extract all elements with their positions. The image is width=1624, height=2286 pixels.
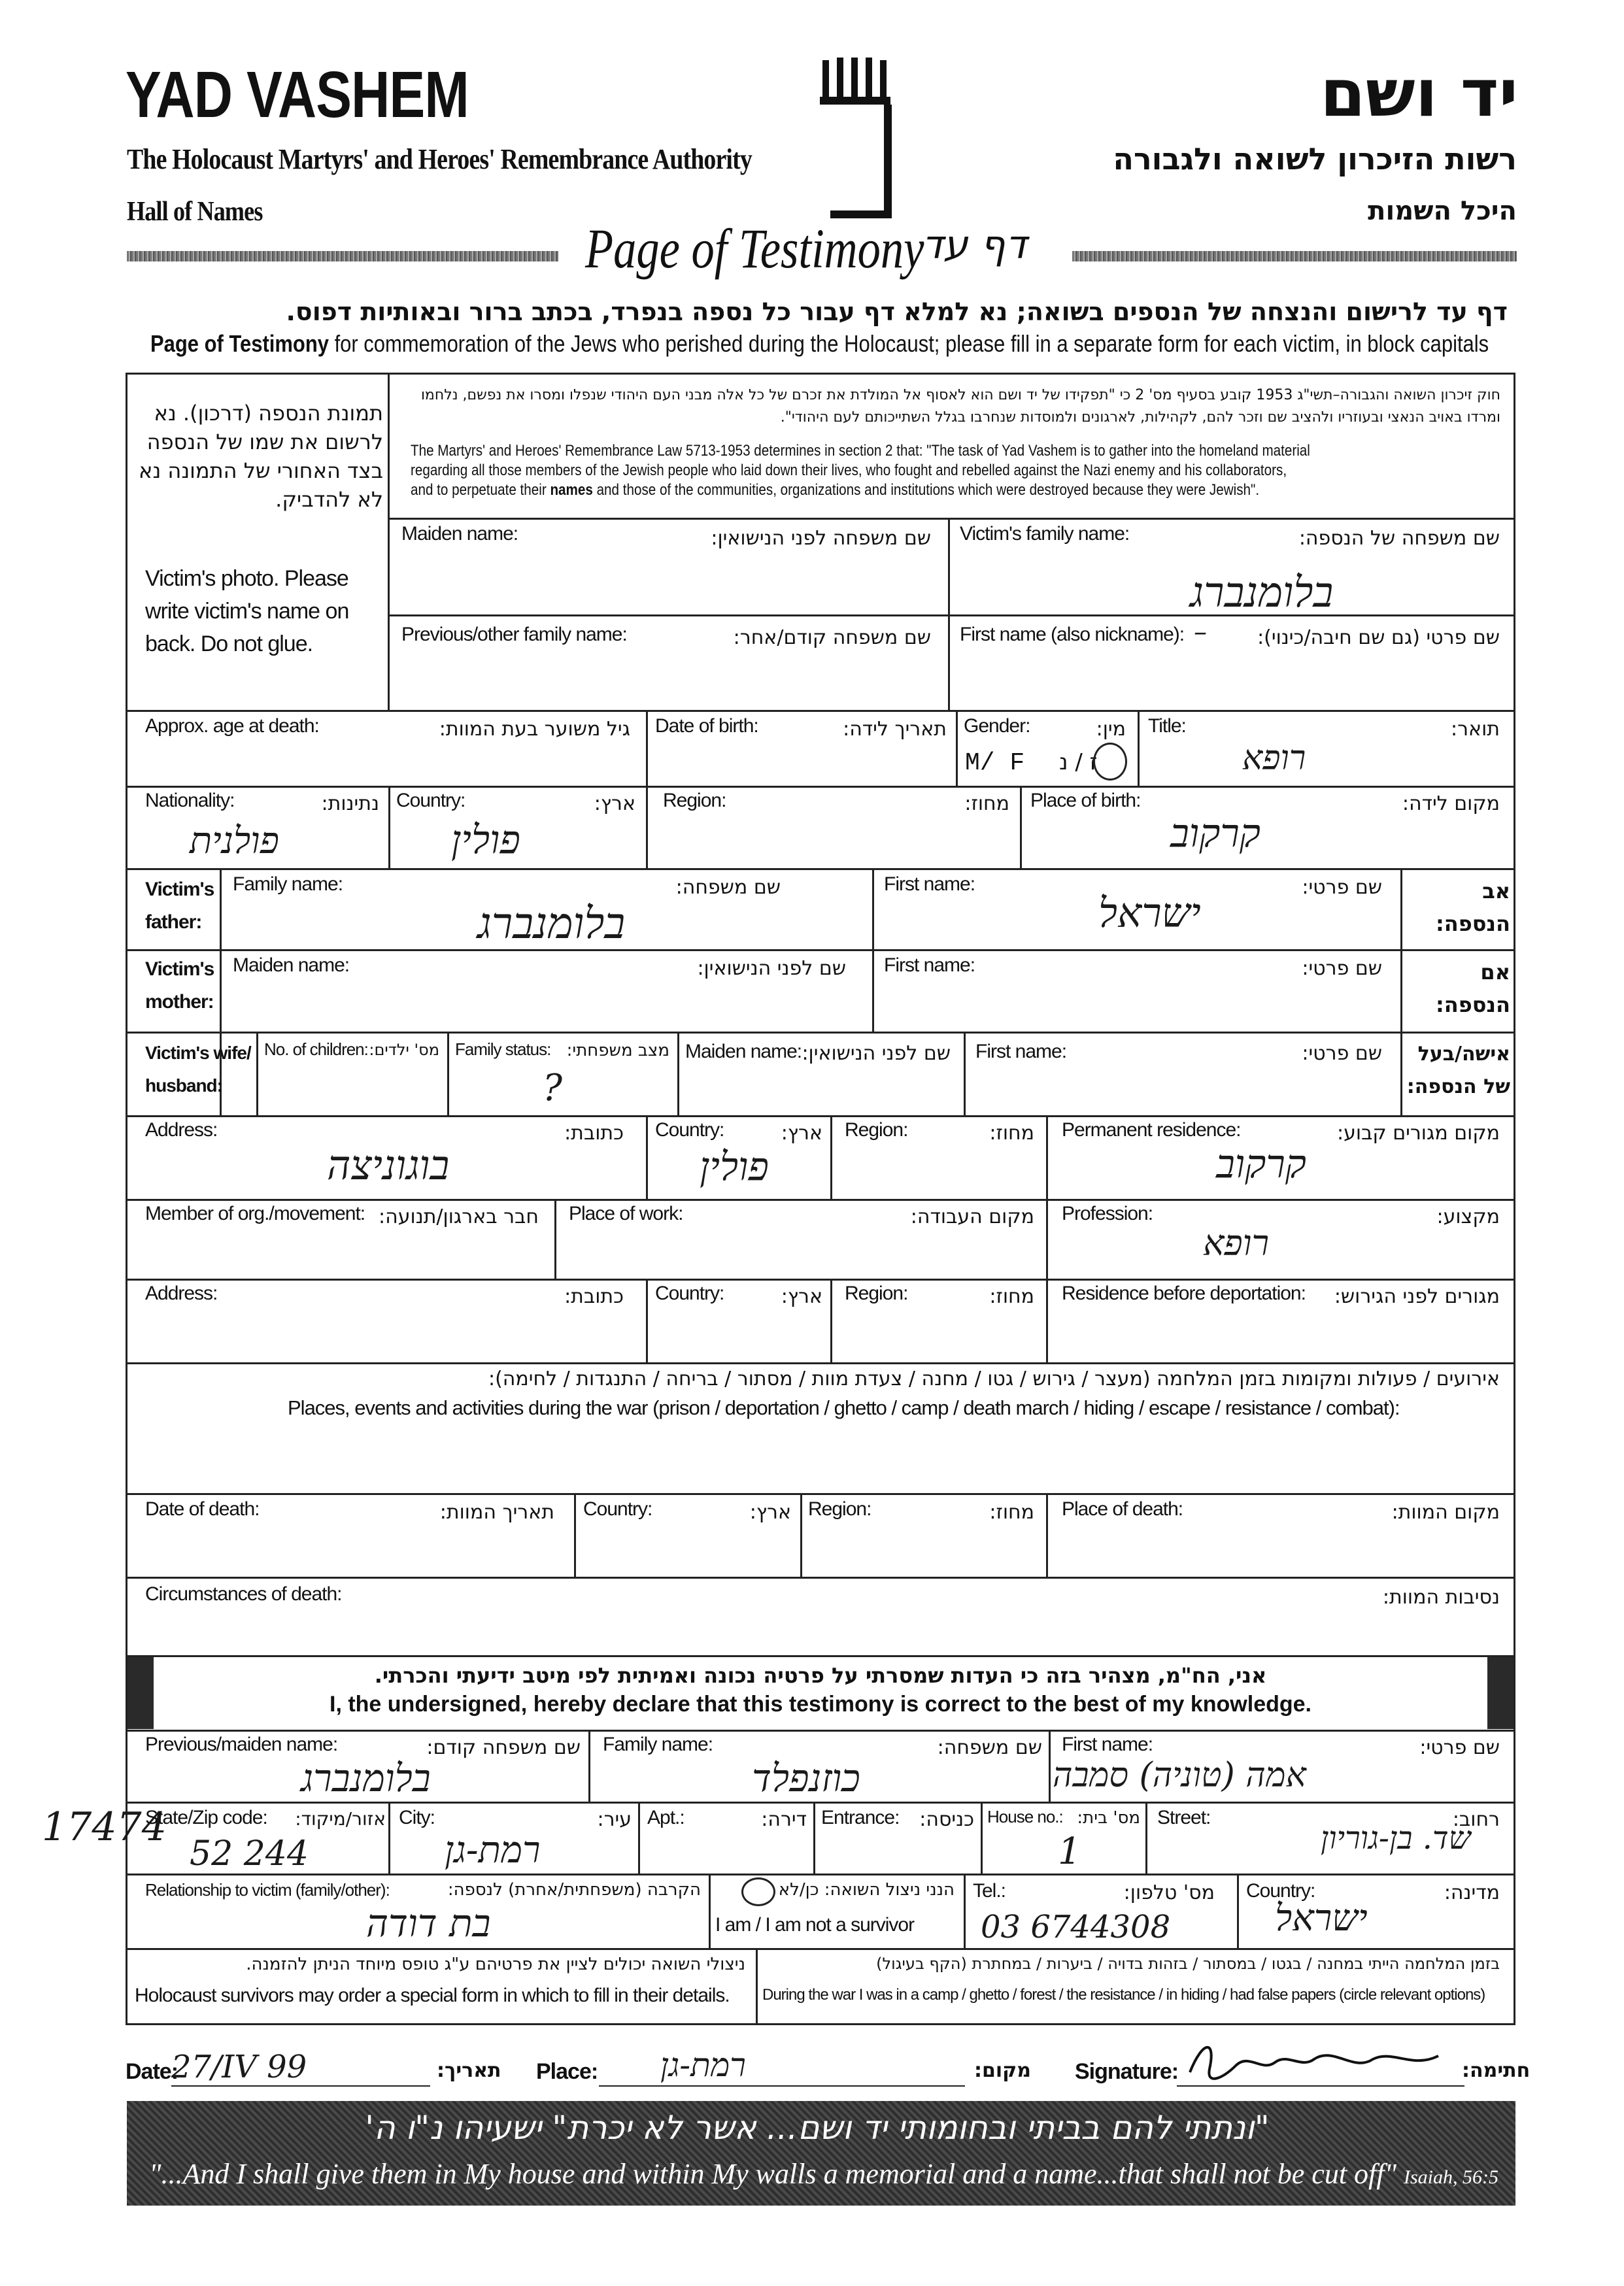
place-label: Place:: [536, 2059, 598, 2084]
address-value: בוגוניצה: [327, 1141, 450, 1189]
children-label: No. of children:: [264, 1039, 368, 1059]
intro-en-text: for commemoration of the Jews who perished during the Holocaust; please fill in a separate form for each victim, in block capitals: [334, 330, 1489, 357]
survivor-he[interactable]: הנני ניצול השואה: כן/לא: [778, 1880, 955, 1900]
children-label-he: מס' ילדים:: [369, 1041, 439, 1059]
victim-family-label-he: שם משפחה של הנספה:: [1298, 527, 1500, 550]
member-label-he: חבר בארגון/תנועה:: [379, 1205, 539, 1228]
place-label-he: מקום:: [974, 2059, 1031, 2082]
place-value: רמת-גן: [660, 2046, 746, 2084]
mother-maiden-label-he: שם לפני הנישואין:: [697, 957, 846, 980]
header-band-right: [1072, 251, 1517, 261]
photo-note-en: Victim's photo. Please write victim's name on back. Do not glue.: [145, 566, 349, 656]
house-value: 1: [1058, 1830, 1081, 1873]
relationship-label: Relationship to victim (family/other):: [145, 1880, 390, 1900]
zip-value: 52 244: [190, 1834, 309, 1874]
law-text-en-2: regarding all those members of the Jewish people who laid down their lives, who fought and rebelled against the Nazi enemy and his collaborators,: [411, 462, 1287, 479]
wartime-options-he[interactable]: בזמן המלחמה הייתי במחנה / בגטו / במסתור / בזהות בדויה / ביערות / במחתרת (הקף בעיגול): [876, 1955, 1500, 1973]
family-status-label-he: מצב משפחתי:: [566, 1041, 669, 1060]
death-place-label: Place of death:: [1062, 1498, 1183, 1520]
entrance-label-he: כניסה:: [919, 1808, 974, 1831]
tel-label: Tel.:: [973, 1880, 1006, 1902]
age-label: Approx. age at death:: [145, 715, 319, 737]
title-label-he: תואר:: [1451, 718, 1500, 741]
perm-residence-label: Permanent residence:: [1062, 1119, 1241, 1141]
title-value: רופא: [1242, 739, 1306, 778]
gender-options-he[interactable]: ז / נ: [1059, 749, 1098, 775]
mother-side-label: Victim's mother:: [145, 958, 214, 1013]
country2-label-he: ארץ:: [781, 1285, 822, 1308]
zip-label-he: אזור/מיקוד:: [295, 1808, 386, 1830]
family-status-value: ?: [543, 1067, 563, 1109]
house-label: House no.:: [987, 1807, 1063, 1826]
submitter-country-value: ישראל: [1275, 1897, 1368, 1940]
street-label: Street:: [1157, 1807, 1211, 1828]
spouse-side-label-he: אישה/בעל של הנספה:: [1406, 1043, 1510, 1098]
country2-label: Country:: [655, 1283, 724, 1304]
nationality-label-he: נתינות:: [321, 792, 379, 815]
member-label: Member of org./movement:: [145, 1203, 365, 1224]
submitter-first-label: First name:: [1062, 1734, 1153, 1755]
res-country-label-he: ארץ:: [781, 1122, 822, 1145]
submitter-prev-value: בלומנברג: [301, 1756, 431, 1800]
mother-side-label-he: אם הנספה:: [1435, 960, 1510, 1017]
gender-options[interactable]: M/ F: [965, 749, 1025, 777]
street-label-he: רחוב:: [1452, 1808, 1500, 1831]
zip-label: State/Zip code:: [145, 1807, 267, 1828]
apt-label-he: דירה:: [761, 1808, 807, 1831]
region2-label: Region:: [845, 1283, 908, 1304]
spouse-first-label: First name:: [975, 1041, 1067, 1062]
spouse-side-label: Victim's wife/ husband:: [145, 1043, 251, 1096]
quote-en: "...And I shall give them in My house and within My walls a memorial and a name...that shall not be cut off" Isaiah, 56:5: [149, 2158, 1498, 2190]
declaration-band-right: [1487, 1657, 1514, 1729]
intro-he: דף עד לרישום והנצחה של הנספים בשואה; נא למלא דף עבור כל נספה בנפרד, בכתב ברור ובאותיות דפוס.: [286, 297, 1508, 326]
birth-country-label-he: ארץ:: [594, 792, 635, 815]
submitter-country-label: Country:: [1246, 1880, 1315, 1902]
submitter-family-value: כוזנפלד: [752, 1756, 860, 1800]
survivor-circle-mark: [741, 1877, 775, 1906]
apt-label: Apt.:: [647, 1807, 685, 1828]
title-label: Title:: [1148, 715, 1186, 737]
form-title-he: דף עד: [922, 222, 1027, 268]
father-first-label: First name:: [884, 873, 975, 895]
mother-first-label: First name:: [884, 954, 975, 976]
tel-value: 03 6744308: [981, 1909, 1171, 1945]
perm-residence-label-he: מקום מגורים קבוע:: [1337, 1122, 1500, 1145]
date-value: 27/IV 99: [171, 2049, 307, 2085]
death-region-label-he: מחוז:: [989, 1501, 1034, 1524]
survivor-form-he: ניצולי השואה יכולים לציין את פרטיהם ע"ג טופס מיוחד הניתן להזמנה.: [246, 1955, 745, 1974]
work-label-he: מקום העבודה:: [910, 1205, 1034, 1228]
birth-region-label-he: מחוז:: [964, 792, 1009, 815]
victim-maiden-label: Maiden name:: [401, 523, 518, 545]
photo-note-he: תמונת הנספה (דרכון). נא לרשום את שמו של הנספה בצד האחורי של התמונה נא לא להדביק.: [139, 401, 383, 512]
yad-vashem-logo: [811, 51, 902, 227]
intro-en: [150, 330, 1489, 358]
city-label-he: עיר:: [597, 1808, 632, 1831]
death-country-label: Country:: [583, 1498, 652, 1520]
address-label-he: כתובת:: [564, 1122, 624, 1145]
law-text-en-3: and to perpetuate their names and those of the communities, organizations and institutions which were destroyed because they were Jewish".: [411, 481, 1260, 499]
header-band-left: [127, 251, 558, 261]
law-text-he: חוק זיכרון השואה והגבורה–תשי"ג 1953 קובע בסעיף מס' 2 כי "תפקידו של יד ושם הוא לאסוף אל המולדת את זכרם של כל אלה מבני העם היהודי שנפלו ומסרו את נפשם, נלחמו ומרדו באויב הנאצי ובעוזריו ולהציב שם וזכר להם, לקהילות, לארגונים ולמוסדות שנחרבו בגלל השתייכותם לעם היהודי".: [420, 387, 1500, 426]
profession-value: רופא: [1203, 1222, 1270, 1264]
address2-label: Address:: [145, 1283, 218, 1304]
work-label: Place of work:: [569, 1203, 683, 1224]
hall-of-names-en: Hall of Names: [127, 197, 263, 227]
declaration-he: אני, הח"מ, מצהיר בזה כי העדות שמסרתי על פרטיה נכונה ואמיתית לפי מיטב ידיעתי והכרתי.: [374, 1663, 1267, 1688]
res-region-label: Region:: [845, 1119, 908, 1141]
father-family-label-he: שם משפחה:: [675, 876, 781, 899]
mother-first-label-he: שם פרטי:: [1302, 957, 1382, 980]
victim-prev-label-he: שם משפחה קודם/אחר:: [733, 626, 931, 649]
victim-family-label: Victim's family name:: [960, 523, 1130, 545]
region2-label-he: מחוז:: [989, 1285, 1034, 1308]
org-name-he: יד ושם: [1320, 55, 1518, 131]
profession-label-he: מקצוע:: [1436, 1205, 1500, 1228]
victim-prev-label: Previous/other family name:: [401, 624, 627, 645]
relationship-label-he: הקרבה (משפחתית/אחרת) לנספה:: [447, 1880, 701, 1900]
birth-country-value: פולין: [451, 817, 520, 863]
nationality-value: פולנית: [190, 820, 279, 862]
victim-first-label-he: שם פרטי (גם שם חיבה/כינוי):: [1257, 626, 1500, 649]
dob-label: Date of birth:: [655, 715, 758, 737]
signature-label: Signature:: [1075, 2059, 1179, 2084]
submitter-country-label-he: מדינה:: [1444, 1881, 1500, 1904]
dob-label-he: תאריך לידה:: [843, 718, 947, 741]
death-date-label-he: תאריך המוות:: [439, 1501, 554, 1524]
death-place-label-he: מקום המוות:: [1391, 1501, 1500, 1524]
mother-maiden-label: Maiden name:: [233, 954, 350, 976]
submitter-first-value: אמה (טוניה) סמבה: [1053, 1756, 1306, 1795]
victim-first-value: –: [1194, 617, 1207, 647]
death-date-label: Date of death:: [145, 1498, 260, 1520]
relationship-value: בת דודה: [366, 1901, 491, 1945]
before-deportation-label: Residence before deportation:: [1062, 1283, 1306, 1304]
victim-first-label: First name (also nickname):: [960, 624, 1185, 645]
submitter-family-label: Family name:: [603, 1734, 713, 1755]
survivor-en[interactable]: I am / I am not a survivor: [715, 1914, 915, 1936]
circumstances-label-he: נסיבות המוות:: [1382, 1586, 1500, 1609]
father-side-label: Victim's father:: [145, 879, 214, 933]
father-first-value: ישראל: [1098, 889, 1201, 937]
birth-place-label-he: מקום לידה:: [1402, 792, 1500, 815]
form-title-en: Page of Testimony: [585, 217, 924, 280]
birth-place-label: Place of birth:: [1030, 790, 1141, 811]
victim-family-value: בלומנברג: [1190, 569, 1334, 617]
address2-label-he: כתובת:: [564, 1285, 624, 1308]
org-name-en: YAD VASHEM: [126, 58, 469, 131]
birth-place-value: קרקוב: [1170, 811, 1260, 856]
before-deportation-label-he: מגורים לפני הגירוש:: [1334, 1285, 1500, 1308]
spouse-maiden-label: Maiden name:: [685, 1041, 802, 1062]
victim-maiden-label-he: שם משפחה לפני הנישואין:: [711, 527, 931, 550]
address-label: Address:: [145, 1119, 218, 1141]
res-country-value: פולין: [700, 1144, 769, 1190]
birth-country-label: Country:: [396, 790, 465, 811]
entrance-label: Entrance:: [821, 1807, 900, 1828]
authority-he: רשות הזיכרון לשואה ולגבורה: [1113, 141, 1517, 176]
date-label: Date:: [126, 2059, 178, 2084]
war-events-he: אירועים / פעולות ומקומות בזמן המלחמה (מעצר / גירוש / גטו / מחנה / צעדת מוות / מסתור / בריחה / התנגדות / לחימה):: [488, 1368, 1500, 1390]
perm-residence-value: קרקוב: [1216, 1141, 1306, 1187]
quote-he: "ונתתי להם בביתי ובחומותי יד ושם... אשר לא יכרת" ישעיהו נ"ו ה': [365, 2109, 1270, 2147]
res-country-label: Country:: [655, 1119, 724, 1141]
intro-en-bold: Page of Testimony: [150, 330, 329, 357]
declaration-en: I, the undersigned, hereby declare that this testimony is correct to the best of my knowledge.: [330, 1692, 1311, 1717]
house-label-he: מס' בית:: [1077, 1808, 1140, 1828]
law-text-en-1: The Martyrs' and Heroes' Remembrance Law 5713-1953 determines in section 2 that: "The task of Yad Vashem is to gather into the homeland material: [411, 442, 1310, 460]
submitter-first-label-he: שם פרטי:: [1419, 1736, 1500, 1759]
submitter-family-label-he: שם משפחה:: [937, 1736, 1042, 1759]
father-first-label-he: שם פרטי:: [1302, 876, 1382, 899]
father-side-label-he: אב הנספה:: [1435, 879, 1510, 936]
signature-label-he: חתימה:: [1462, 2059, 1531, 2082]
margin-number: 17474: [42, 1804, 167, 1850]
wartime-options-en[interactable]: During the war I was in a camp / ghetto / forest / the resistance / in hiding / had false papers (circle relevant options): [762, 1986, 1485, 2004]
hall-of-names-he: היכל השמות: [1368, 196, 1517, 226]
father-family-label: Family name:: [233, 873, 343, 895]
gender-label-he: מין:: [1096, 718, 1126, 741]
street-value: שד. בן-גוריון: [1321, 1820, 1471, 1857]
age-label-he: גיל משוער בעת המוות:: [439, 718, 630, 741]
gender-circle-mark: [1093, 743, 1127, 781]
res-region-label-he: מחוז:: [989, 1122, 1034, 1145]
city-label: City:: [399, 1807, 435, 1828]
spouse-first-label-he: שם פרטי:: [1302, 1042, 1382, 1065]
authority-en: The Holocaust Martyrs' and Heroes' Remembrance Authority: [127, 143, 752, 175]
date-label-he: תאריך:: [437, 2059, 501, 2082]
nationality-label: Nationality:: [145, 790, 235, 811]
birth-region-label: Region:: [663, 790, 726, 811]
father-family-value: בלומנברג: [477, 898, 626, 949]
submitter-prev-label: Previous/maiden name:: [145, 1734, 338, 1755]
profession-label: Profession:: [1062, 1203, 1153, 1224]
spouse-maiden-label-he: שם לפני הנישואין:: [802, 1042, 951, 1065]
death-region-label: Region:: [808, 1498, 871, 1520]
tel-label-he: מס' טלפון:: [1123, 1881, 1215, 1904]
gender-label: Gender:: [964, 715, 1030, 737]
submitter-prev-label-he: שם משפחה קודם:: [426, 1736, 581, 1759]
death-country-label-he: ארץ:: [749, 1501, 791, 1524]
war-events-en: Places, events and activities during the war (prison / deportation / ghetto / camp / death march / hiding / escape / resistance / combat):: [288, 1396, 1400, 1419]
survivor-form-en: Holocaust survivors may order a special form in which to fill in their details.: [135, 1985, 730, 2006]
city-value: רמת-גן: [445, 1829, 541, 1872]
signature-mark: [1177, 2033, 1464, 2092]
family-status-label: Family status:: [455, 1039, 551, 1059]
circumstances-label: Circumstances of death:: [145, 1583, 342, 1605]
declaration-band-left: [127, 1657, 154, 1729]
